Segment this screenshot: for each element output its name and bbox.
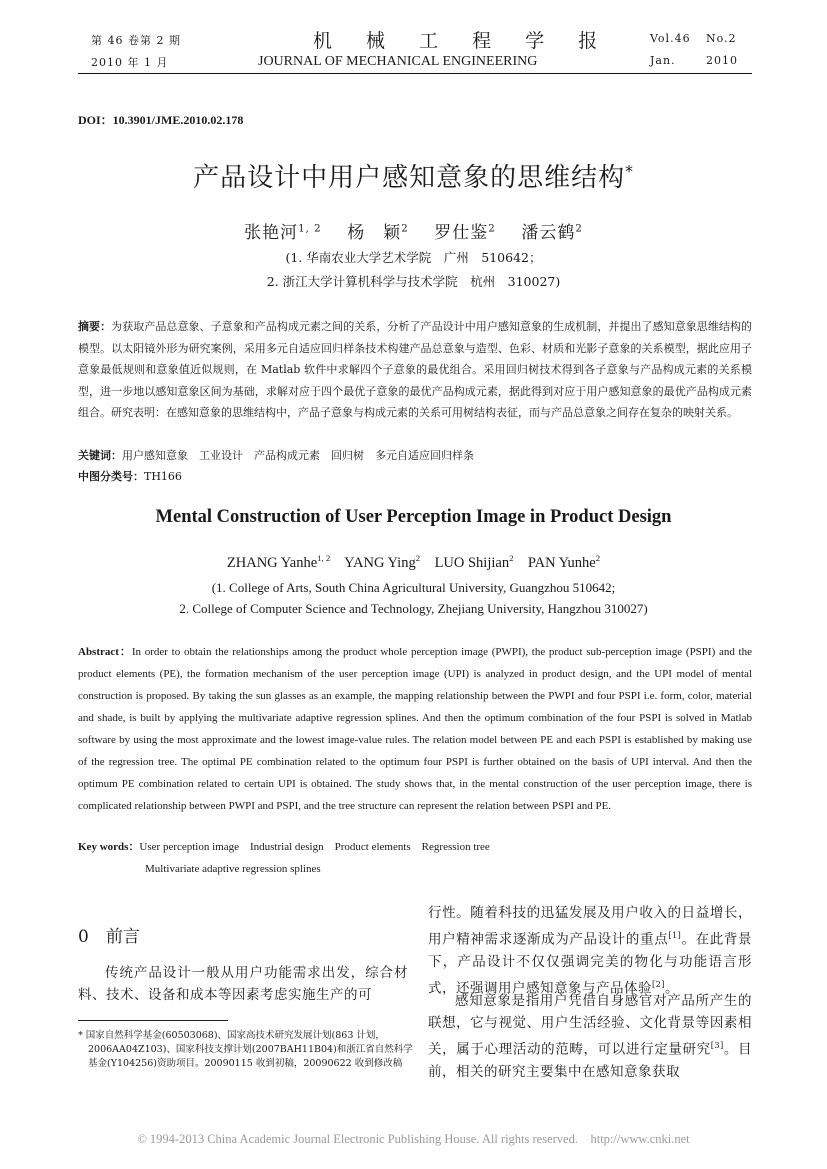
- header-volume-cn: 第 46 卷第 2 期: [91, 34, 181, 47]
- copyright-footer: © 1994-2013 China Academic Journal Electronic Publishing House. All rights reserved. http://www.cnki.net: [137, 1132, 690, 1146]
- author-cn: 潘云鹤: [521, 223, 576, 243]
- paper-title-cn-text: 产品设计中用户感知意象的思维结构: [193, 163, 626, 193]
- paper-title-en: Mental Construction of User Perception Image in Product Design: [155, 507, 672, 527]
- footnote: * 国家自然科学基金(60503068)、国家高技术研究发展计划(863 计划，2006AA04Z103)、国家科技支撑计划(2007BAH11B04)和浙江省自然科学基金(Y104256)资助项目。20090115 收到初稿，20090622 收到修改稿: [78, 1030, 413, 1069]
- abstract-cn-text: 为获取产品总意象、子意象和产品构成元素之间的关系，分析了产品设计中用户感知意象的生成机制，并提出了感知意象思维结构的模型。以太阳镜外形为研究案例，采用多元自适应回归样条技术构建产品总意象与造型、色彩、材质和光影子意象的关系模型，据此应用子意象最低规则和意象值近似规则，在 Matlab 软件中求解四个子意象的最优组合。采用回归树技术得到各子意象与产品构成元素的关系模型，进一步地以感知意象区间为基础，求解对应于四个最优子意象的最优产品构成元素，据此得到对应于用户感知意象的最优产品构成元素组合。研究表明：在感知意象的思维结构中，产品子意象与构成元素的关系可用树结构表征，而与产品总意象之间存在复杂的映射关系。: [78, 320, 753, 419]
- header-rule: [78, 73, 752, 74]
- header-journal-en: JOURNAL OF MECHANICAL ENGINEERING: [258, 54, 538, 69]
- paragraph-text: 。目前，相关的研究主要集中在感知意象获取: [428, 1041, 753, 1080]
- abstract-en: [78, 641, 752, 817]
- header-issue-en: No.2: [706, 32, 737, 45]
- keywords-cn-text: 用户感知意象 工业设计 产品构成元素 回归树 多元自适应回归样条: [122, 449, 474, 462]
- clc-number: [78, 466, 752, 488]
- abstract-en-text: In order to obtain the relationships among the product whole perception image (PWPI), the product sub-perception image (PSPI) and the product elements (PE), the formation mechanism of the user perception image (UPI) is analyzed in product design, and the UPI model of mental construction is proposed. By taking the sun glasses as an example, the mapping relationship between the PWPI and four PSPI i.e. form, color, material and shade, is built by applying the multivariate adaptive regression splines. And then the optimum combination of the four PSPI is solved in Matlab software by using the most approximate and the lowest image-value rules. The relation model between PE and each PSPI is established by making use of the regression tree. The optimal PE combination related to the optimum four PSPI is further obtained on the basis of UPI interval. And then the optimum PE combination related to certain UPI is obtained. The study shows that, in the mental construction of the user perception image, there is complicated relationship between PWPI and PSPI, and the tree structure can represent the relation between PSPI and PE.: [78, 646, 752, 812]
- author-affiliation-mark: 2: [488, 223, 496, 235]
- author-cn: 张艳河: [244, 223, 299, 243]
- right-column-paragraph-1: [428, 902, 752, 999]
- keywords-en: [78, 836, 752, 858]
- author-cn: 罗仕鉴: [434, 223, 489, 243]
- keywords-en-continued: Multivariate adaptive regression splines: [145, 863, 321, 875]
- citation-ref[interactable]: [2]: [652, 978, 665, 989]
- keywords-cn-label: 关键词：: [78, 449, 122, 462]
- affiliation-cn-2: 2. 浙江大学计算机科学与技术学院 杭州 310027): [266, 274, 561, 289]
- section-heading: 0 前言: [78, 927, 140, 947]
- left-column-paragraph: 传统产品设计一般从用户功能需求出发，综合材料、技术、设备和成本等因素考虑实施生产的可: [78, 965, 408, 1003]
- paragraph-text: 。在此背景下，产品设计不仅仅强调完美的物化与功能语言形式，还强调用户感知意象与产品体验: [428, 931, 753, 996]
- affiliation-en-1: (1. College of Arts, South China Agricultural University, Guangzhou 510642;: [211, 580, 616, 595]
- keywords-cn: [78, 445, 752, 467]
- author-cn: 杨 颖: [347, 223, 402, 243]
- author-affiliation-mark: 1, 2: [317, 553, 331, 563]
- clc-value: TH166: [144, 470, 182, 483]
- keywords-en-text: User perception image Industrial design Product elements Regression tree: [139, 841, 490, 853]
- right-column-paragraph-2: [428, 990, 752, 1083]
- author-affiliation-mark: 2: [575, 223, 583, 235]
- authors-cn: [0, 218, 827, 243]
- paragraph-text: 行性。随着科技的迅猛发展及用户收入的日益增长，用户精神需求逐渐成为产品设计的重点: [428, 905, 752, 948]
- author-en: ZHANG Yanhe: [226, 554, 318, 571]
- author-en: YANG Ying: [344, 554, 416, 571]
- paper-title-cn: [0, 157, 827, 194]
- abstract-cn: [78, 316, 752, 424]
- citation-ref[interactable]: [1]: [668, 930, 682, 940]
- clc-label: 中图分类号：: [78, 470, 144, 483]
- footnote-rule: [78, 1020, 228, 1021]
- doi[interactable]: DOI：10.3901/JME.2010.02.178: [78, 113, 244, 127]
- author-affiliation-mark: 2: [509, 553, 514, 563]
- authors-en: [0, 553, 827, 572]
- header-date-cn: 2010 年 1 月: [91, 56, 169, 69]
- affiliation-cn-1: (1. 华南农业大学艺术学院 广州 510642；: [285, 250, 542, 265]
- abstract-en-label: Abstract：: [78, 646, 132, 658]
- author-affiliation-mark: 1, 2: [298, 223, 322, 235]
- paragraph-text: 感知意象是指用户凭借自身感官对产品所产生的联想，它与视觉、用户生活经验、文化背景等因素相关，属于心理活动的范畴，可以进行定量研究: [428, 993, 752, 1058]
- header-journal-cn: 机 械 工 程 学 报: [313, 30, 612, 52]
- keywords-en-label: Key words：: [78, 841, 140, 853]
- author-affiliation-mark: 2: [415, 553, 421, 563]
- paragraph-text: 。: [664, 980, 679, 996]
- header-year-en: 2010: [706, 54, 738, 67]
- author-en: PAN Yunhe: [527, 554, 596, 571]
- abstract-cn-label: 摘要：: [78, 320, 112, 333]
- author-affiliation-mark: 2: [595, 553, 601, 563]
- affiliation-en-2: 2. College of Computer Science and Technology, Zhejiang University, Hangzhou 310027): [179, 601, 648, 616]
- author-affiliation-mark: 2: [401, 223, 409, 235]
- header-volume-en: Vol.46: [650, 32, 691, 45]
- title-footnote-mark: *: [625, 162, 634, 181]
- header-month-en: Jan.: [650, 54, 676, 67]
- author-en: LUO Shijian: [434, 554, 510, 571]
- citation-ref[interactable]: [3]: [710, 1040, 724, 1050]
